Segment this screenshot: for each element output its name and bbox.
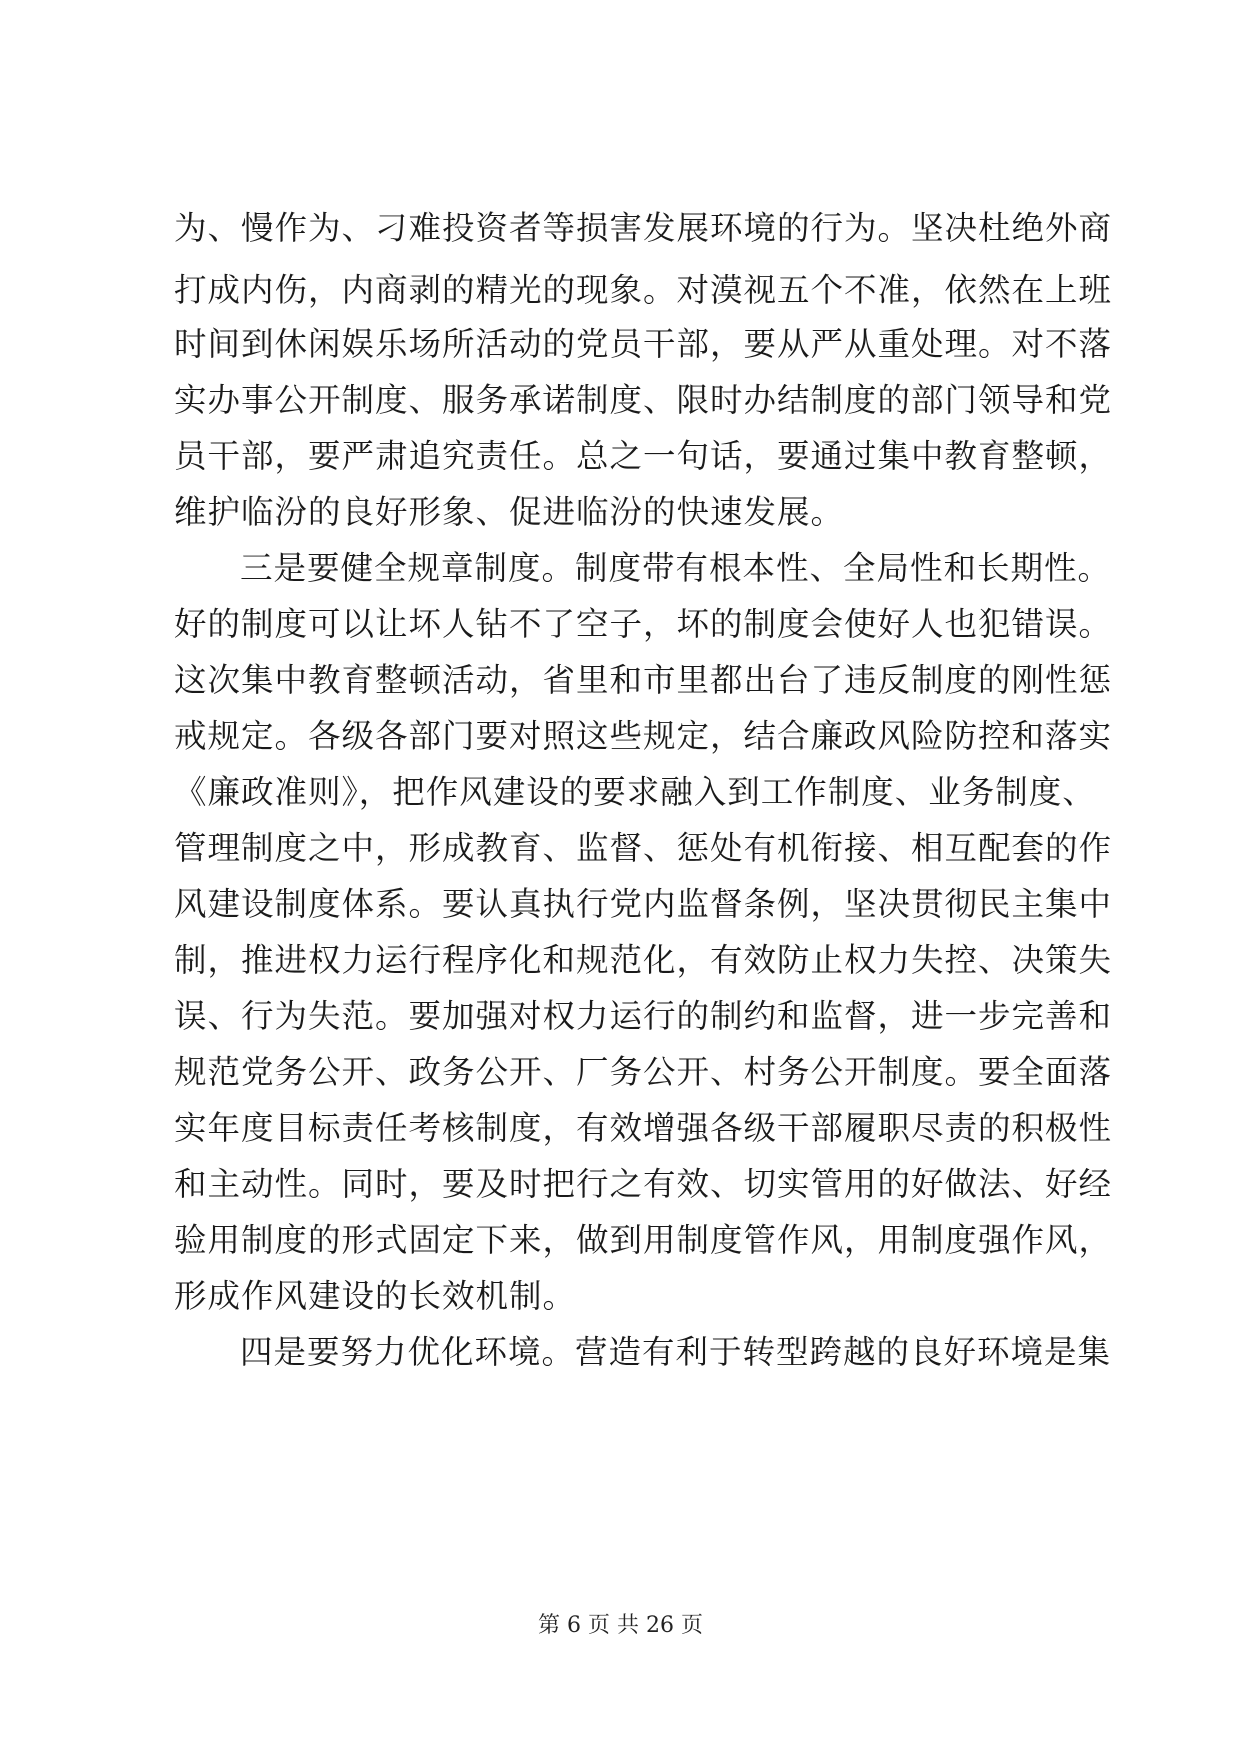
body-line: 打成内伤，内商剥的精光的现象。对漠视五个不准，依然在上班 bbox=[174, 271, 1113, 309]
body-line: 形成作风建设的长效机制。 bbox=[174, 1277, 577, 1315]
body-line: 实年度目标责任考核制度，有效增强各级干部履职尽责的积极性 bbox=[174, 1109, 1113, 1147]
body-line: 误、行为失范。要加强对权力运行的制约和监督，进一步完善和 bbox=[174, 997, 1113, 1035]
body-line: 戒规定。各级各部门要对照这些规定，结合廉政风险防控和落实 bbox=[174, 717, 1113, 755]
body-line: 好的制度可以让坏人钻不了空子，坏的制度会使好人也犯错误。 bbox=[174, 605, 1113, 643]
body-line: 这次集中教育整顿活动，省里和市里都出台了违反制度的刚性惩 bbox=[174, 661, 1113, 699]
paragraph-start-line: 三是要健全规章制度。制度带有根本性、全局性和长期性。 bbox=[240, 549, 1112, 587]
body-line: 维护临汾的良好形象、促进临汾的快速发展。 bbox=[174, 493, 845, 531]
body-line: 风建设制度体系。要认真执行党内监督条例，坚决贯彻民主集中 bbox=[174, 885, 1113, 923]
body-line: 制，推进权力运行程序化和规范化，有效防止权力失控、决策失 bbox=[174, 941, 1113, 979]
paragraph-start-line: 四是要努力优化环境。营造有利于转型跨越的良好环境是集 bbox=[240, 1333, 1112, 1371]
body-line: 实办事公开制度、服务承诺制度、限时办结制度的部门领导和党 bbox=[174, 381, 1113, 419]
body-line: 验用制度的形式固定下来，做到用制度管作风，用制度强作风， bbox=[174, 1221, 1113, 1259]
page-number-footer: 第 6 页 共 26 页 bbox=[538, 1613, 703, 1638]
body-line: 管理制度之中，形成教育、监督、惩处有机衔接、相互配套的作 bbox=[174, 829, 1113, 867]
body-line: 规范党务公开、政务公开、厂务公开、村务公开制度。要全面落 bbox=[174, 1053, 1113, 1091]
body-line: 员干部，要严肃追究责任。总之一句话，要通过集中教育整顿， bbox=[174, 437, 1113, 475]
body-line: 为、慢作为、刁难投资者等损害发展环境的行为。坚决杜绝外商 bbox=[174, 209, 1113, 247]
body-line: 时间到休闲娱乐场所活动的党员干部，要从严从重处理。对不落 bbox=[174, 325, 1113, 363]
body-line: 《廉政准则》，把作风建设的要求融入到工作制度、业务制度、 bbox=[174, 773, 1096, 811]
body-line: 和主动性。同时，要及时把行之有效、切实管用的好做法、好经 bbox=[174, 1165, 1113, 1203]
